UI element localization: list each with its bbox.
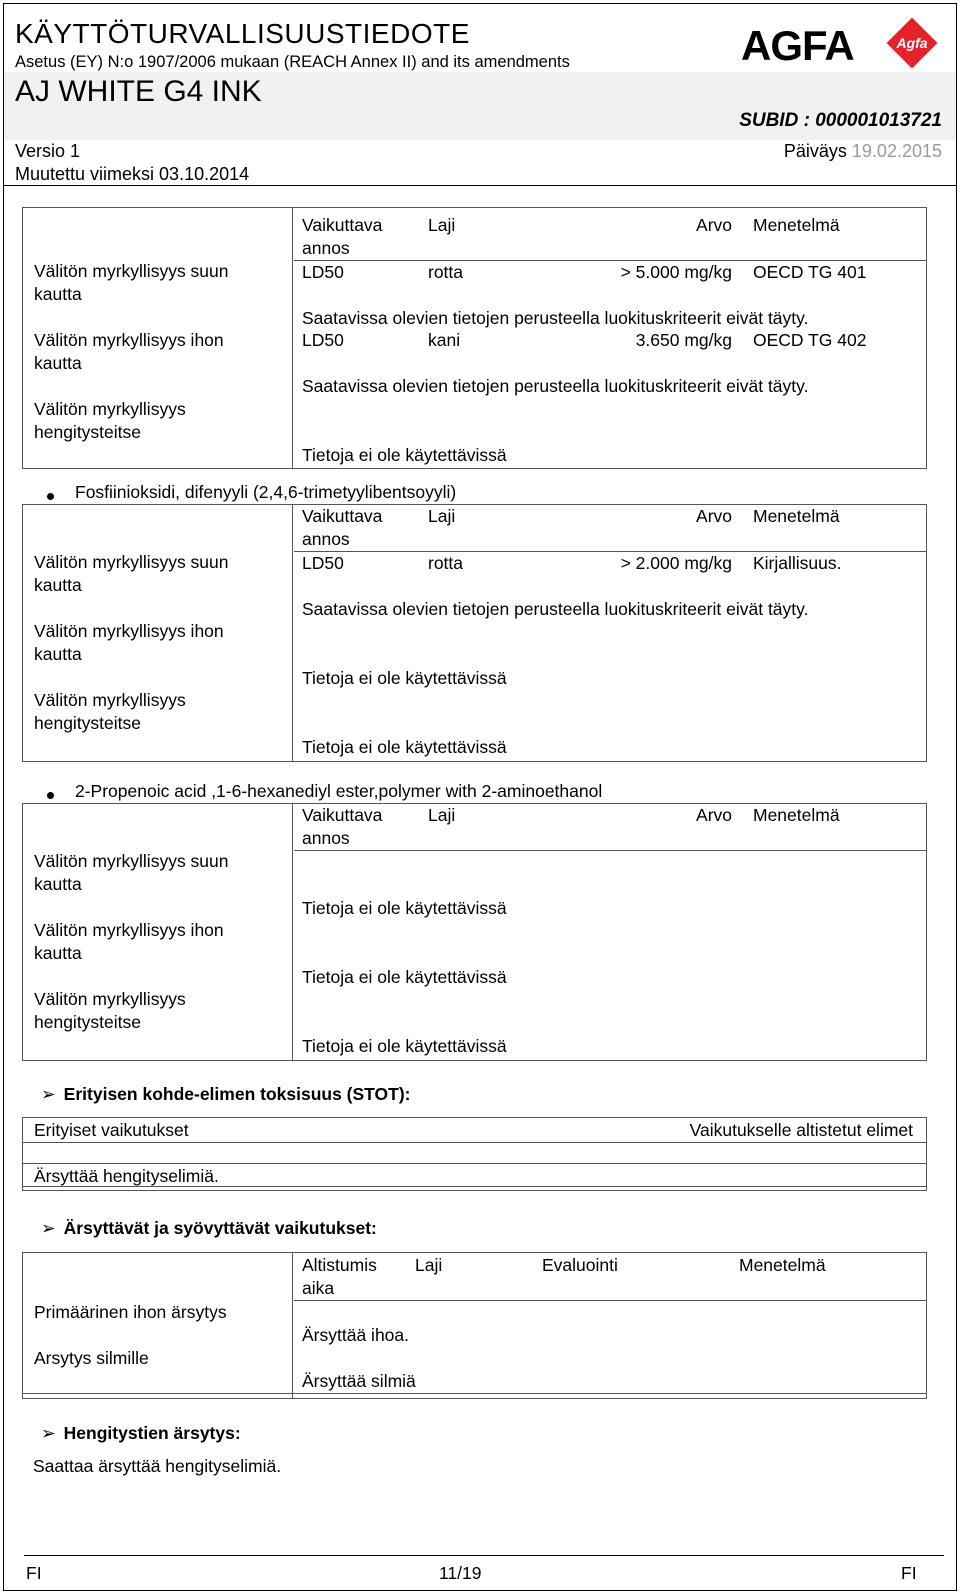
- irritation-heading: ➢ Ärsyttävät ja syövyttävät vaikutukset:: [41, 1218, 377, 1238]
- t1-dermal-note: Saatavissa olevien tietojen perusteella luokituskriteerit eivät täyty.: [302, 376, 809, 396]
- route-inhalation: Välitön myrkyllisyys hengitysteitse: [34, 690, 186, 733]
- version: Versio 1: [15, 141, 81, 161]
- arrow-bullet-icon: ➢: [41, 1084, 56, 1104]
- col-method: Menetelmä: [753, 506, 840, 526]
- eye-irritation-label: Arsytys silmille: [34, 1348, 149, 1368]
- label-column: [23, 1253, 293, 1398]
- t2-oral-method: Kirjallisuus.: [753, 553, 842, 573]
- col-value: Arvo: [696, 215, 732, 235]
- product-name: AJ WHITE G4 INK: [15, 75, 262, 108]
- substance-name-2: Fosfiinioksidi, difenyyli (2,4,6-trimetyylibentsoyyli): [75, 482, 457, 502]
- route-oral: Välitön myrkyllisyys suun kautta: [34, 851, 229, 894]
- t1-oral-value: > 5.000 mg/kg: [620, 262, 732, 282]
- t1-oral-method: OECD TG 401: [753, 262, 867, 282]
- respiratory-text: Saattaa ärsyttää hengityselimiä.: [33, 1456, 282, 1476]
- t1-oral-dose: LD50: [302, 262, 344, 282]
- route-oral: Välitön myrkyllisyys suun kautta: [34, 261, 229, 304]
- header-rule: [294, 850, 926, 851]
- regulation-line: Asetus (EY) N:o 1907/2006 mukaan (REACH Annex II) and its amendments: [15, 53, 570, 71]
- col-value: Arvo: [696, 506, 732, 526]
- col-method: Menetelmä: [739, 1255, 826, 1275]
- stot-row-effect: Ärsyttää hengityselimiä.: [34, 1166, 219, 1186]
- stot-rule: [23, 1163, 926, 1164]
- bottom-rule: [23, 1393, 926, 1394]
- footer-language-right: FI: [901, 1563, 917, 1583]
- logo-wordmark: AGFA: [741, 22, 854, 68]
- t2-oral-value: > 2.000 mg/kg: [620, 553, 732, 573]
- t2-oral-note: Saatavissa olevien tietojen perusteella luokituskriteerit eivät täyty.: [302, 599, 809, 619]
- route-inhalation: Välitön myrkyllisyys hengitysteitse: [34, 989, 186, 1032]
- stot-rule: [23, 1142, 926, 1143]
- col-species: Laji: [415, 1255, 443, 1275]
- skin-irritation-value: Ärsyttää ihoa.: [302, 1325, 409, 1345]
- col-method: Menetelmä: [753, 805, 840, 825]
- subid: SUBID : 000001013721: [739, 110, 942, 131]
- acute-toxicity-table-2: [22, 504, 927, 762]
- col-dose: Vaikuttava annos: [302, 805, 383, 848]
- t1-dermal-method: OECD TG 402: [753, 330, 867, 350]
- footer-divider: [24, 1555, 944, 1556]
- t1-oral-species: rotta: [428, 262, 464, 282]
- route-dermal: Välitön myrkyllisyys ihon kautta: [34, 330, 224, 373]
- eye-irritation-value: Ärsyttää silmiä: [302, 1371, 416, 1391]
- col-dose: Vaikuttava annos: [302, 215, 383, 258]
- t1-inhalation-value: Tietoja ei ole käytettävissä: [302, 445, 507, 465]
- irritation-table: [22, 1252, 927, 1399]
- col-value: Arvo: [696, 805, 732, 825]
- substance-name-3: 2-Propenoic acid ,1-6-hexanediyl ester,polymer with 2-aminoethanol: [75, 781, 603, 801]
- t2-oral-dose: LD50: [302, 553, 344, 573]
- col-species: Laji: [428, 506, 456, 526]
- t1-oral-note: Saatavissa olevien tietojen perusteella luokituskriteerit eivät täyty.: [302, 308, 809, 328]
- t3-oral-value: Tietoja ei ole käytettävissä: [302, 898, 507, 918]
- t3-dermal-value: Tietoja ei ole käytettävissä: [302, 967, 507, 987]
- date-label: Päiväys: [783, 141, 847, 161]
- logo-badge: Agfa: [896, 35, 928, 51]
- col-evaluation: Evaluointi: [542, 1255, 618, 1275]
- col-dose: Vaikuttava annos: [302, 506, 383, 549]
- stot-col-organs: Vaikutukselle altistetut elimet: [689, 1120, 913, 1140]
- route-inhalation: Välitön myrkyllisyys hengitysteitse: [34, 399, 186, 442]
- stot-table: [22, 1117, 927, 1191]
- date-value: 19.02.2015: [851, 141, 942, 161]
- route-oral: Välitön myrkyllisyys suun kautta: [34, 552, 229, 595]
- col-method: Menetelmä: [753, 215, 840, 235]
- t1-dermal-value: 3.650 mg/kg: [635, 330, 732, 350]
- footer-language-left: FI: [26, 1563, 42, 1583]
- skin-irritation-label: Primäärinen ihon ärsytys: [34, 1302, 227, 1322]
- document-page: [3, 3, 957, 1591]
- t3-inhalation-value: Tietoja ei ole käytettävissä: [302, 1036, 507, 1056]
- agfa-logo: [741, 18, 951, 68]
- t1-dermal-species: kani: [428, 330, 461, 350]
- col-exposure-time: Altistumis aika: [302, 1255, 377, 1298]
- t1-dermal-dose: LD50: [302, 330, 344, 350]
- issue-date: [784, 141, 942, 162]
- stot-heading: ➢ Erityisen kohde-elimen toksisuus (STOT):: [41, 1084, 411, 1104]
- route-dermal: Välitön myrkyllisyys ihon kautta: [34, 621, 224, 664]
- last-modified: Muutettu viimeksi 03.10.2014: [15, 164, 250, 184]
- t2-dermal-value: Tietoja ei ole käytettävissä: [302, 668, 507, 688]
- header-divider: [4, 185, 956, 186]
- stot-rule: [23, 1186, 926, 1187]
- col-species: Laji: [428, 805, 456, 825]
- stot-col-effects: Erityiset vaikutukset: [34, 1120, 189, 1140]
- respiratory-heading: ➢ Hengitystien ärsytys:: [41, 1423, 241, 1443]
- route-dermal: Välitön myrkyllisyys ihon kautta: [34, 920, 224, 963]
- page-number: 11/19: [439, 1563, 482, 1583]
- bullet-icon: [47, 792, 54, 799]
- arrow-bullet-icon: ➢: [41, 1423, 56, 1443]
- arrow-bullet-icon: ➢: [41, 1218, 56, 1238]
- acute-toxicity-table-1: [22, 207, 927, 469]
- t2-oral-species: rotta: [428, 553, 464, 573]
- col-species: Laji: [428, 215, 456, 235]
- header-rule: [294, 1300, 926, 1301]
- acute-toxicity-table-3: [22, 803, 927, 1061]
- document-title: KÄYTTÖTURVALLISUUSTIEDOTE: [15, 18, 470, 49]
- t2-inhalation-value: Tietoja ei ole käytettävissä: [302, 737, 507, 757]
- bullet-icon: [47, 493, 54, 500]
